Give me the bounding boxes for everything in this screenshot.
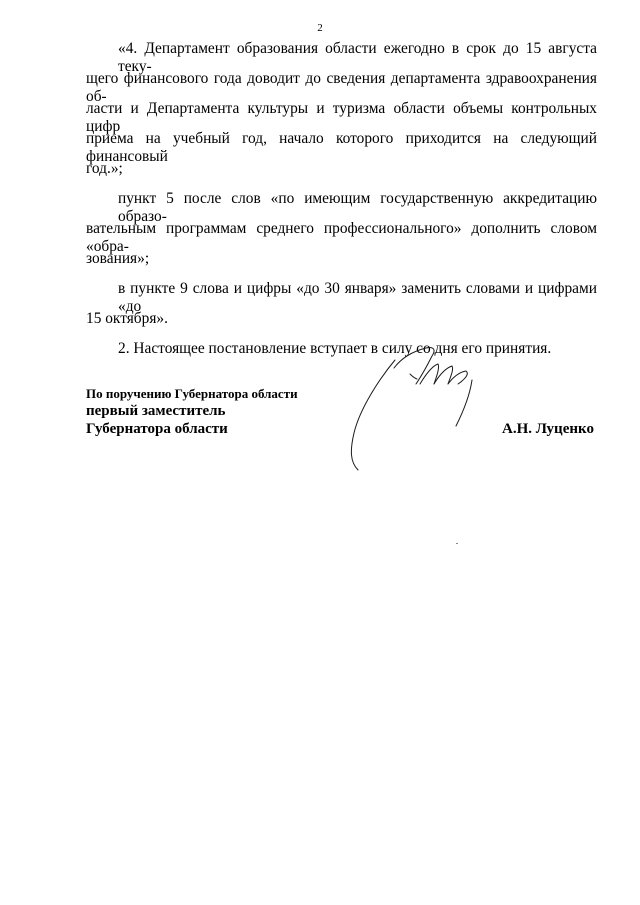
paragraph-1-line-3: ласти и Департамента культуры и туризма области объемы контрольных цифр	[86, 100, 597, 135]
paragraph-1-line-4: приема на учебный год, начало которого приходится на следующий финансовый	[86, 130, 597, 165]
paragraph-1-line-1: «4. Департамент образования области ежегодно в срок до 15 августа теку-	[118, 40, 597, 75]
paragraph-1-line-2: щего финансового года доводит до сведения департамента здравоохранения об-	[86, 70, 597, 105]
paragraph-4-line-1: 2. Настоящее постановление вступает в силу со дня его принятия.	[118, 340, 552, 357]
signature-position-line-1: первый заместитель	[86, 403, 226, 419]
paragraph-2-line-2: вательным программам среднего профессионального» дополнить словом «обра-	[86, 220, 597, 255]
paragraph-2-line-1: пункт 5 после слов «по имеющим государственную аккредитацию образо-	[118, 190, 597, 225]
signature-position-line-2: Губернатора области	[86, 421, 228, 437]
signature-authority-line: По поручению Губернатора области	[86, 386, 298, 401]
paragraph-2-line-3: зования»;	[86, 250, 150, 267]
paragraph-1-line-5: год.»;	[86, 160, 123, 177]
handwritten-signature	[340, 338, 490, 478]
scan-speck	[456, 543, 458, 544]
paragraph-3-line-1: в пункте 9 слова и цифры «до 30 января» заменить словами и цифрами «до	[118, 280, 597, 315]
paragraph-3-line-2: 15 октября».	[86, 310, 168, 327]
signer-name: А.Н. Луценко	[502, 421, 594, 437]
page-number: 2	[317, 22, 323, 34]
